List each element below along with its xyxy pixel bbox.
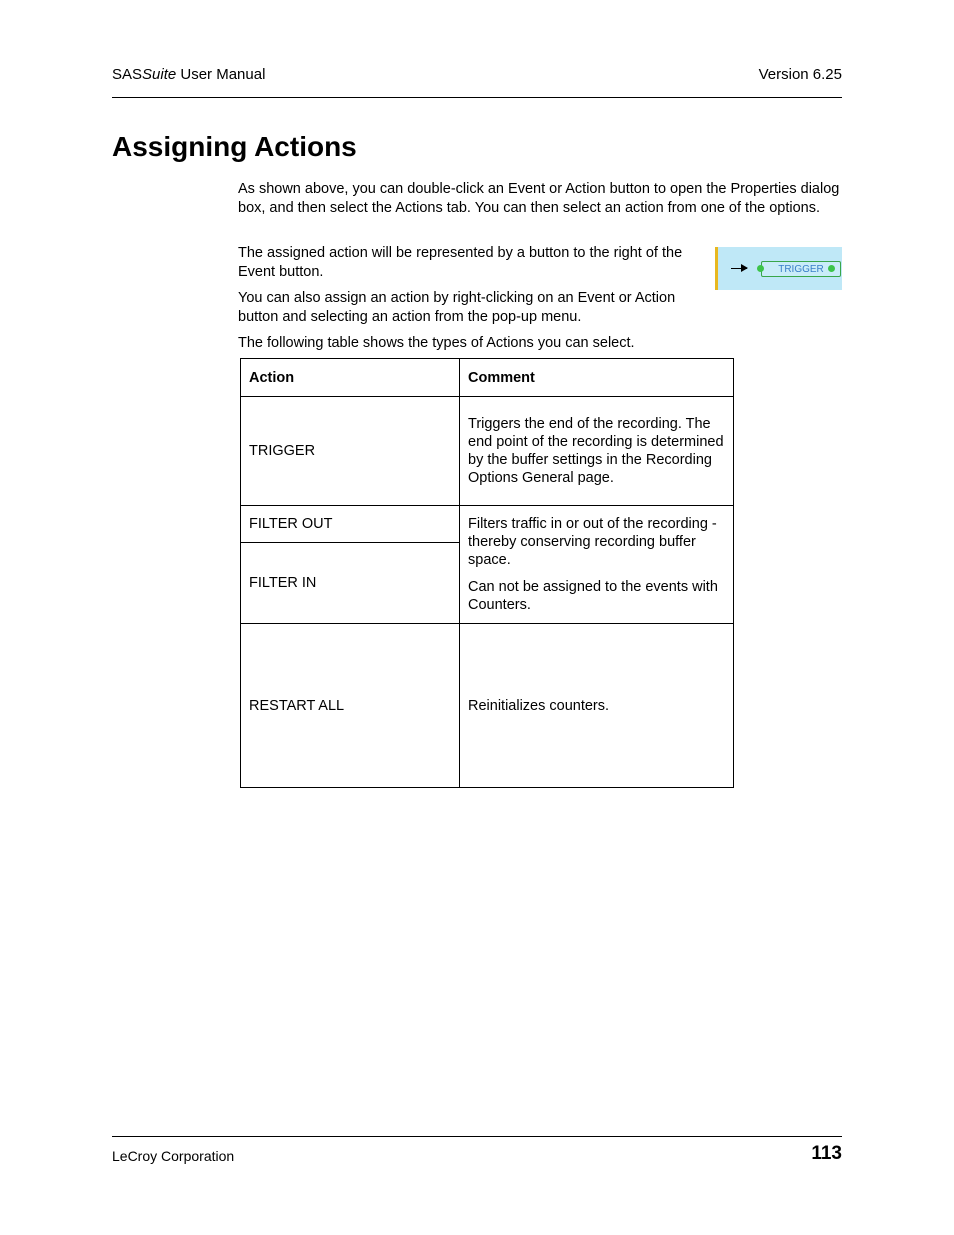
footer-divider bbox=[112, 1136, 842, 1137]
action-cell: FILTER IN bbox=[241, 543, 460, 624]
action-cell: FILTER OUT bbox=[241, 506, 460, 543]
comment-cell: Triggers the end of the recording. The end point of the recording is determined by the buffer settings in the Recording Options General page. bbox=[460, 397, 734, 506]
actions-table bbox=[240, 358, 734, 788]
event-button-edge bbox=[715, 247, 718, 290]
header-italic: Suite bbox=[142, 66, 177, 83]
connector-dot-icon bbox=[828, 265, 835, 272]
paragraph-intro: As shown above, you can double-click an Event or Action button to open the Properties dialog box, and then select the Actions tab. You can then select an action from one of the options. bbox=[238, 181, 840, 216]
table-header-row bbox=[241, 359, 734, 397]
header-prefix: SAS bbox=[112, 66, 143, 83]
comment-cell-filter bbox=[460, 506, 734, 624]
table-row bbox=[241, 624, 734, 788]
paragraph-assigned-action: The assigned action will be represented by a button to the right of the Event button. bbox=[238, 245, 683, 280]
header-version: Version 6.25 bbox=[758, 66, 842, 83]
filter-comment-note: Can not be assigned to the events with Counters. bbox=[468, 579, 718, 613]
page-title: Assigning Actions bbox=[112, 131, 357, 162]
header-divider bbox=[112, 97, 842, 98]
paragraph-table-intro: The following table shows the types of Actions you can select. bbox=[238, 335, 635, 351]
filter-comment: Filters traffic in or out of the recording - thereby conserving recording buffer space. bbox=[468, 516, 717, 568]
arrow-right-icon bbox=[741, 264, 748, 272]
header-product-title bbox=[112, 66, 265, 83]
paragraph-right-click: You can also assign an action by right-clicking on an Event or Action button and selecting an action from the pop-up menu. bbox=[238, 290, 676, 325]
header-suffix: User Manual bbox=[176, 66, 266, 83]
connector-dot-icon bbox=[757, 265, 764, 272]
trigger-button-figure bbox=[715, 247, 842, 290]
table-row bbox=[241, 506, 734, 543]
action-cell: RESTART ALL bbox=[241, 624, 460, 788]
trigger-action-button: TRIGGER bbox=[761, 261, 841, 277]
header-action: Action bbox=[241, 359, 460, 397]
comment-cell: Reinitializes counters. bbox=[460, 624, 734, 788]
header-comment: Comment bbox=[460, 359, 734, 397]
footer-company: LeCroy Corporation bbox=[112, 1148, 235, 1164]
table-row bbox=[241, 397, 734, 506]
page-number: 113 bbox=[811, 1143, 842, 1164]
action-cell: TRIGGER bbox=[241, 397, 460, 506]
